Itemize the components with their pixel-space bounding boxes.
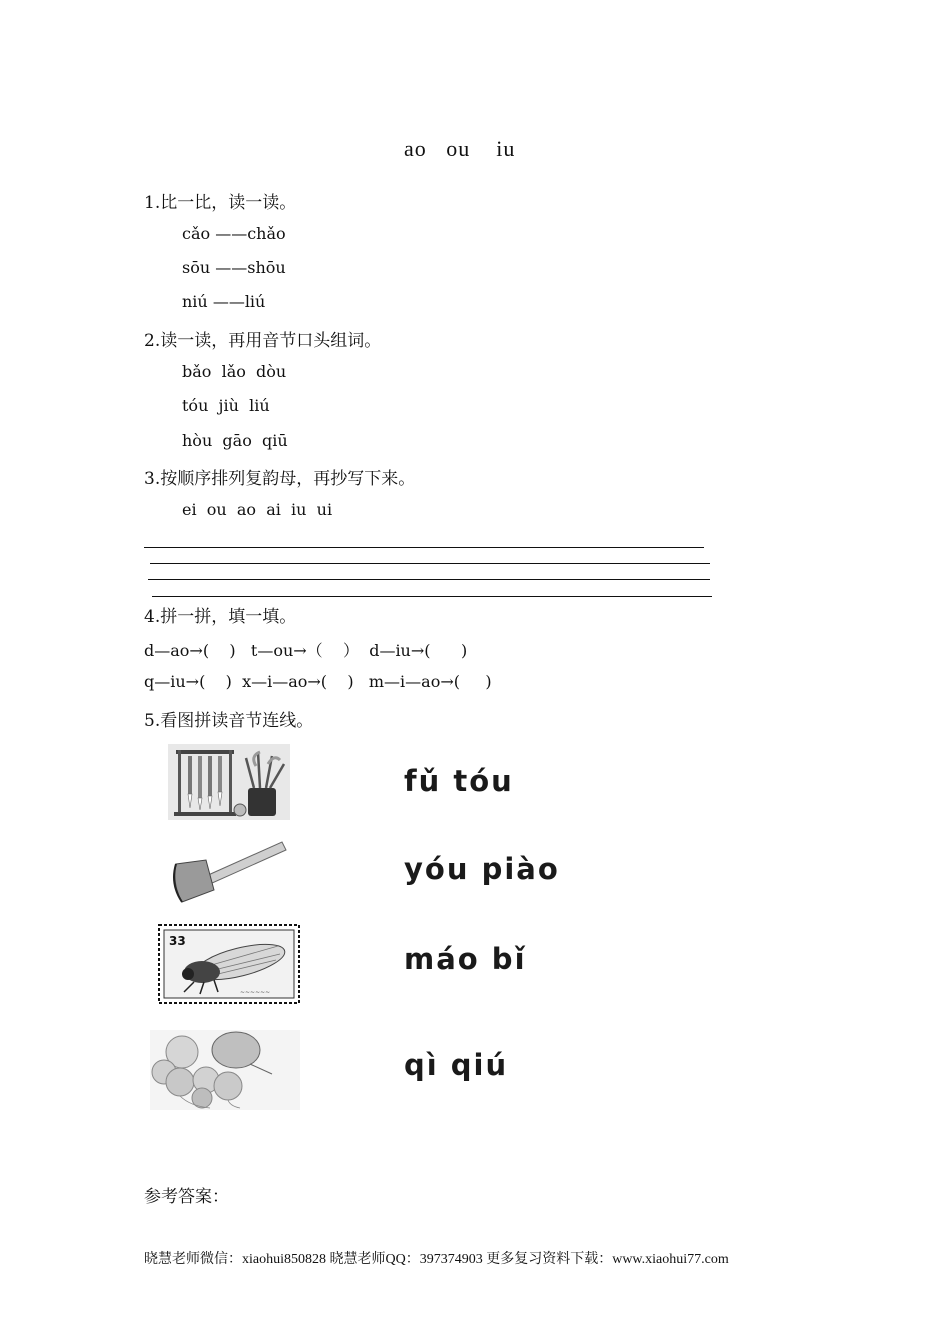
syllable-qi-qiu: qì qiú: [404, 1048, 509, 1082]
syllable-mao-bi: máo bǐ: [404, 942, 527, 976]
q5-heading: 5.看图拼读音节连线。: [144, 711, 314, 731]
axe-picture: [166, 834, 288, 912]
q4-heading: 4.拼一拼，填一填。: [144, 607, 297, 627]
writing-line: [150, 563, 710, 564]
page-title: ao ou iu: [404, 136, 516, 161]
syllable-you-piao: yóu piào: [404, 852, 560, 886]
q2-heading: 2.读一读，再用音节口头组词。: [144, 331, 382, 351]
q1-pair: niú ——liú: [182, 292, 266, 311]
answers-heading: 参考答案：: [144, 1187, 229, 1207]
q1-heading: 1.比一比，读一读。: [144, 193, 297, 213]
writing-line: [144, 547, 704, 548]
q2-row: tóu jiù liú: [182, 396, 270, 415]
q3-letters: ei ou ao ai iu ui: [182, 500, 333, 519]
q4-row: d—ao→( ) t—ou→（ ） d—iu→( ): [144, 641, 468, 660]
balloons-picture: [150, 1030, 300, 1110]
q2-row: bǎo lǎo dòu: [182, 362, 287, 381]
q3-heading: 3.按顺序排列复韵母，再抄写下来。: [144, 469, 416, 489]
svg-text:~~~~~~: ~~~~~~: [240, 989, 271, 996]
q1-pair: cǎo ——chǎo: [182, 224, 286, 243]
q1-pair: sōu ——shōu: [182, 258, 286, 277]
cicada-stamp-picture: [158, 924, 300, 1004]
stamp-value: 33: [169, 934, 186, 948]
q2-row: hòu gāo qiū: [182, 431, 288, 450]
writing-line: [148, 579, 710, 580]
writing-line: [152, 596, 712, 597]
brush-holder-picture: [168, 744, 290, 820]
syllable-fu-tou: fǔ tóu: [404, 764, 514, 798]
q4-row: q—iu→( ) x—i—ao→( ) m—i—ao→( ): [144, 672, 492, 691]
footer-contact: 晓慧老师微信：xiaohui850828 晓慧老师QQ：397374903 更多复习资料下载：www.xiaohui77.com: [144, 1252, 729, 1267]
